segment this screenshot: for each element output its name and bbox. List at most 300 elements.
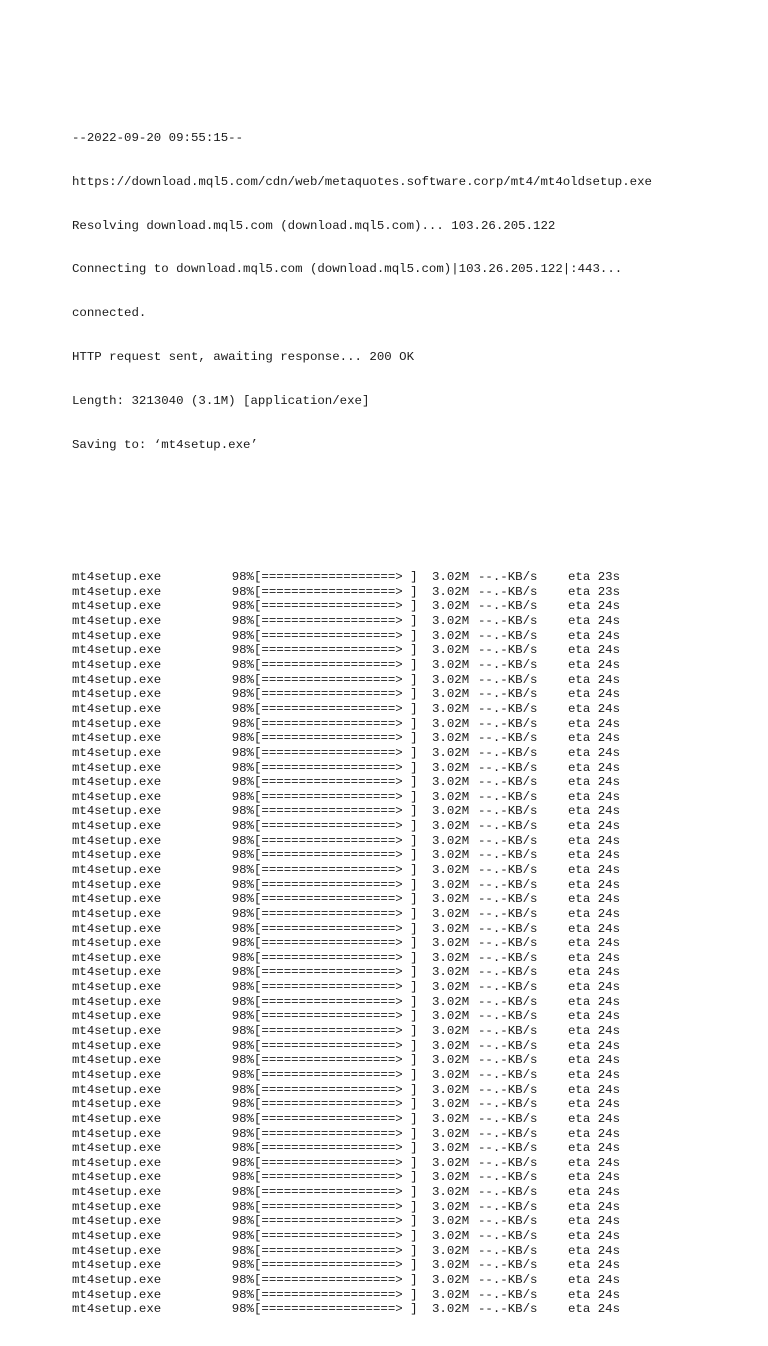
progress-percent: 98% [231,1170,254,1185]
progress-speed: --.-KB/s [478,1067,538,1082]
progress-filename: mt4setup.exe [72,862,162,877]
progress-speed: --.-KB/s [478,775,538,790]
progress-bar-text: [==================> ] [254,1243,418,1258]
progress-eta: eta 24s [568,892,621,907]
progress-size: 3.02M [432,1082,470,1097]
progress-filename: mt4setup.exe [72,1272,162,1287]
progress-filename: mt4setup.exe [72,1141,162,1156]
progress-row [72,804,652,819]
progress-filename: mt4setup.exe [72,1038,162,1053]
progress-filename: mt4setup.exe [72,877,162,892]
progress-speed: --.-KB/s [478,1287,538,1302]
progress-percent: 98% [231,980,254,995]
progress-bar-text: [==================> ] [254,716,418,731]
progress-size: 3.02M [432,1229,470,1243]
progress-speed: --.-KB/s [478,614,538,629]
progress-eta: eta 24s [568,1155,621,1170]
progress-size: 3.02M [432,950,470,965]
progress-row [72,643,652,658]
progress-percent: 98% [231,1082,254,1097]
progress-eta: eta 24s [568,628,621,643]
progress-size: 3.02M [432,658,470,673]
progress-bar-text: [==================> ] [254,921,418,936]
progress-speed: --.-KB/s [478,570,538,585]
progress-filename: mt4setup.exe [72,775,162,790]
progress-speed: --.-KB/s [478,701,538,716]
progress-percent: 98% [231,1229,254,1243]
progress-bar-text: [==================> ] [254,950,418,965]
progress-row [72,585,652,600]
progress-eta: eta 24s [568,789,621,804]
progress-row [72,1053,652,1068]
progress-bar-text: [==================> ] [254,1214,418,1229]
progress-eta: eta 24s [568,1024,621,1039]
progress-row [72,922,652,937]
progress-size: 3.02M [432,1155,470,1170]
progress-row [72,761,652,776]
progress-bar-text: [==================> ] [254,1067,418,1082]
progress-filename: mt4setup.exe [72,1243,162,1258]
progress-bar-text: [==================> ] [254,994,418,1009]
progress-eta: eta 24s [568,1214,621,1229]
progress-eta: eta 24s [568,877,621,892]
progress-filename: mt4setup.exe [72,789,162,804]
progress-speed: --.-KB/s [478,1302,538,1317]
progress-row [72,746,652,761]
progress-speed: --.-KB/s [478,1038,538,1053]
progress-percent: 98% [231,965,254,980]
progress-size: 3.02M [432,994,470,1009]
progress-size: 3.02M [432,745,470,760]
progress-percent: 98% [231,1024,254,1039]
progress-row [72,980,652,995]
progress-speed: --.-KB/s [478,1272,538,1287]
progress-eta: eta 24s [568,1082,621,1097]
progress-row [72,965,652,980]
progress-row [72,892,652,907]
progress-speed: --.-KB/s [478,862,538,877]
progress-row [72,731,652,746]
progress-speed: --.-KB/s [478,1199,538,1214]
progress-size: 3.02M [432,599,470,614]
progress-bar-text: [==================> ] [254,1009,418,1024]
progress-size: 3.02M [432,731,470,746]
progress-speed: --.-KB/s [478,789,538,804]
progress-size: 3.02M [432,1214,470,1229]
progress-percent: 98% [231,658,254,673]
progress-size: 3.02M [432,1243,470,1258]
progress-percent: 98% [231,687,254,702]
progress-filename: mt4setup.exe [72,980,162,995]
progress-size: 3.02M [432,775,470,790]
progress-row [72,775,652,790]
log-saving-line: Saving to: ‘mt4setup.exe’ [72,438,258,453]
progress-bar-text: [==================> ] [254,1199,418,1214]
progress-percent: 98% [231,672,254,687]
progress-eta: eta 24s [568,1141,621,1156]
progress-eta: eta 24s [568,760,621,775]
progress-row [72,1229,652,1244]
progress-percent: 98% [231,1126,254,1141]
progress-row [72,1288,652,1303]
progress-eta: eta 24s [568,906,621,921]
progress-row [72,629,652,644]
progress-eta: eta 24s [568,1038,621,1053]
progress-bar-text: [==================> ] [254,1141,418,1156]
progress-filename: mt4setup.exe [72,1126,162,1141]
progress-row [72,819,652,834]
progress-filename: mt4setup.exe [72,701,162,716]
progress-percent: 98% [231,1038,254,1053]
progress-row [72,1039,652,1054]
progress-percent: 98% [231,1287,254,1302]
progress-percent: 98% [231,1141,254,1156]
progress-row [72,1068,652,1083]
progress-speed: --.-KB/s [478,833,538,848]
progress-size: 3.02M [432,789,470,804]
progress-percent: 98% [231,1155,254,1170]
progress-size: 3.02M [432,1024,470,1039]
progress-row [72,863,652,878]
progress-bar-text: [==================> ] [254,1038,418,1053]
progress-percent: 98% [231,599,254,614]
progress-eta: eta 24s [568,965,621,980]
progress-size: 3.02M [432,980,470,995]
progress-bar-text: [==================> ] [254,1258,418,1273]
progress-filename: mt4setup.exe [72,1229,162,1243]
progress-size: 3.02M [432,1097,470,1112]
log-spacer [72,512,652,541]
progress-filename: mt4setup.exe [72,614,162,629]
progress-bar-text: [==================> ] [254,1302,418,1317]
progress-speed: --.-KB/s [478,584,538,599]
progress-size: 3.02M [432,760,470,775]
progress-eta: eta 24s [568,1185,621,1200]
progress-percent: 98% [231,936,254,951]
progress-row [72,1127,652,1142]
progress-bar-text: [==================> ] [254,1155,418,1170]
progress-bar-text: [==================> ] [254,965,418,980]
progress-bar-text: [==================> ] [254,1272,418,1287]
progress-filename: mt4setup.exe [72,1111,162,1126]
progress-speed: --.-KB/s [478,936,538,951]
progress-speed: --.-KB/s [478,643,538,658]
progress-row [72,1200,652,1215]
progress-bar-text: [==================> ] [254,892,418,907]
progress-percent: 98% [231,643,254,658]
progress-eta: eta 24s [568,804,621,819]
progress-row [72,1156,652,1171]
progress-speed: --.-KB/s [478,1243,538,1258]
progress-filename: mt4setup.exe [72,1185,162,1200]
progress-filename: mt4setup.exe [72,643,162,658]
progress-bar-text: [==================> ] [254,1097,418,1112]
progress-filename: mt4setup.exe [72,994,162,1009]
progress-list [72,570,652,1317]
progress-size: 3.02M [432,1038,470,1053]
progress-eta: eta 24s [568,1272,621,1287]
progress-size: 3.02M [432,1053,470,1068]
progress-eta: eta 24s [568,1199,621,1214]
progress-filename: mt4setup.exe [72,599,162,614]
progress-speed: --.-KB/s [478,672,538,687]
log-connecting-line: Connecting to download.mql5.com (download.mql5.com)|103.26.205.122|:443... [72,262,623,277]
log-resolving-line: Resolving download.mql5.com (download.mql5.com)... 103.26.205.122 [72,218,556,233]
progress-speed: --.-KB/s [478,1170,538,1185]
progress-speed: --.-KB/s [478,965,538,980]
progress-eta: eta 24s [568,1302,621,1317]
progress-percent: 98% [231,1243,254,1258]
progress-row [72,717,652,732]
progress-percent: 98% [231,1214,254,1229]
progress-size: 3.02M [432,1287,470,1302]
progress-speed: --.-KB/s [478,906,538,921]
progress-size: 3.02M [432,1258,470,1273]
wget-log [72,72,652,1346]
progress-eta: eta 24s [568,1053,621,1068]
progress-speed: --.-KB/s [478,921,538,936]
progress-percent: 98% [231,819,254,834]
log-connected-line: connected. [72,306,147,321]
progress-speed: --.-KB/s [478,658,538,673]
progress-speed: --.-KB/s [478,716,538,731]
progress-bar-text: [==================> ] [254,1126,418,1141]
progress-filename: mt4setup.exe [72,950,162,965]
progress-speed: --.-KB/s [478,1258,538,1273]
progress-filename: mt4setup.exe [72,1053,162,1068]
progress-percent: 98% [231,1185,254,1200]
progress-row [72,599,652,614]
progress-percent: 98% [231,584,254,599]
progress-percent: 98% [231,1067,254,1082]
progress-percent: 98% [231,1302,254,1317]
progress-bar-text: [==================> ] [254,584,418,599]
progress-filename: mt4setup.exe [72,1214,162,1229]
progress-filename: mt4setup.exe [72,892,162,907]
progress-speed: --.-KB/s [478,819,538,834]
progress-bar-text: [==================> ] [254,1053,418,1068]
progress-size: 3.02M [432,628,470,643]
progress-eta: eta 24s [568,819,621,834]
progress-eta: eta 24s [568,643,621,658]
progress-eta: eta 24s [568,1111,621,1126]
progress-size: 3.02M [432,848,470,863]
progress-speed: --.-KB/s [478,628,538,643]
progress-filename: mt4setup.exe [72,1170,162,1185]
progress-size: 3.02M [432,687,470,702]
progress-size: 3.02M [432,906,470,921]
progress-size: 3.02M [432,1185,470,1200]
progress-bar-text: [==================> ] [254,980,418,995]
progress-size: 3.02M [432,877,470,892]
progress-speed: --.-KB/s [478,950,538,965]
progress-row [72,1170,652,1185]
progress-speed: --.-KB/s [478,1141,538,1156]
progress-eta: eta 24s [568,980,621,995]
progress-row [72,1097,652,1112]
progress-row [72,614,652,629]
progress-percent: 98% [231,877,254,892]
progress-speed: --.-KB/s [478,1024,538,1039]
progress-filename: mt4setup.exe [72,658,162,673]
progress-size: 3.02M [432,1141,470,1156]
progress-bar-text: [==================> ] [254,1287,418,1302]
progress-percent: 98% [231,1199,254,1214]
progress-bar-text: [==================> ] [254,1082,418,1097]
progress-percent: 98% [231,731,254,746]
progress-bar-text: [==================> ] [254,804,418,819]
progress-speed: --.-KB/s [478,1053,538,1068]
progress-row [72,951,652,966]
progress-filename: mt4setup.exe [72,745,162,760]
progress-eta: eta 24s [568,745,621,760]
progress-speed: --.-KB/s [478,1097,538,1112]
log-http-status-line: HTTP request sent, awaiting response... 200 OK [72,350,415,365]
progress-bar-text: [==================> ] [254,1229,418,1243]
progress-filename: mt4setup.exe [72,1287,162,1302]
progress-speed: --.-KB/s [478,745,538,760]
progress-speed: --.-KB/s [478,1126,538,1141]
progress-speed: --.-KB/s [478,980,538,995]
progress-percent: 98% [231,760,254,775]
progress-row [72,834,652,849]
progress-row [72,790,652,805]
progress-row [72,702,652,717]
progress-speed: --.-KB/s [478,892,538,907]
progress-row [72,936,652,951]
progress-size: 3.02M [432,1272,470,1287]
progress-speed: --.-KB/s [478,848,538,863]
progress-filename: mt4setup.exe [72,804,162,819]
progress-row [72,848,652,863]
progress-bar-text: [==================> ] [254,687,418,702]
progress-filename: mt4setup.exe [72,921,162,936]
progress-bar-text: [==================> ] [254,936,418,951]
progress-eta: eta 24s [568,921,621,936]
progress-bar-text: [==================> ] [254,658,418,673]
progress-row [72,1009,652,1024]
progress-bar-text: [==================> ] [254,906,418,921]
progress-percent: 98% [231,775,254,790]
progress-row [72,1024,652,1039]
progress-bar-text: [==================> ] [254,701,418,716]
progress-percent: 98% [231,1097,254,1112]
progress-filename: mt4setup.exe [72,731,162,746]
progress-size: 3.02M [432,804,470,819]
progress-eta: eta 24s [568,1229,621,1243]
progress-eta: eta 24s [568,716,621,731]
progress-percent: 98% [231,892,254,907]
progress-speed: --.-KB/s [478,994,538,1009]
progress-bar-text: [==================> ] [254,760,418,775]
progress-eta: eta 24s [568,1287,621,1302]
progress-bar-text: [==================> ] [254,672,418,687]
progress-percent: 98% [231,716,254,731]
progress-filename: mt4setup.exe [72,848,162,863]
progress-bar-text: [==================> ] [254,570,418,585]
progress-percent: 98% [231,1053,254,1068]
progress-size: 3.02M [432,614,470,629]
progress-size: 3.02M [432,1067,470,1082]
progress-row [72,1112,652,1127]
progress-bar-text: [==================> ] [254,599,418,614]
progress-filename: mt4setup.exe [72,1009,162,1024]
progress-percent: 98% [231,906,254,921]
progress-bar-text: [==================> ] [254,614,418,629]
progress-percent: 98% [231,1258,254,1273]
progress-eta: eta 24s [568,1170,621,1185]
progress-bar-text: [==================> ] [254,1111,418,1126]
progress-eta: eta 24s [568,775,621,790]
log-url-line: https://download.mql5.com/cdn/web/metaquotes.software.corp/mt4/mt4oldsetup.exe [72,174,652,189]
progress-speed: --.-KB/s [478,687,538,702]
progress-speed: --.-KB/s [478,1214,538,1229]
progress-eta: eta 24s [568,1009,621,1024]
progress-eta: eta 23s [568,584,621,599]
progress-percent: 98% [231,1272,254,1287]
progress-size: 3.02M [432,892,470,907]
progress-row [72,1185,652,1200]
progress-bar-text: [==================> ] [254,745,418,760]
progress-eta: eta 24s [568,848,621,863]
progress-filename: mt4setup.exe [72,1024,162,1039]
progress-size: 3.02M [432,936,470,951]
progress-speed: --.-KB/s [478,877,538,892]
progress-size: 3.02M [432,1170,470,1185]
progress-filename: mt4setup.exe [72,570,162,585]
progress-row [72,1244,652,1259]
progress-eta: eta 24s [568,599,621,614]
progress-size: 3.02M [432,1126,470,1141]
progress-row [72,907,652,922]
progress-filename: mt4setup.exe [72,760,162,775]
progress-eta: eta 24s [568,994,621,1009]
progress-bar-text: [==================> ] [254,833,418,848]
progress-percent: 98% [231,1009,254,1024]
progress-percent: 98% [231,994,254,1009]
progress-filename: mt4setup.exe [72,687,162,702]
progress-size: 3.02M [432,1111,470,1126]
progress-bar-text: [==================> ] [254,819,418,834]
progress-size: 3.02M [432,643,470,658]
progress-filename: mt4setup.exe [72,833,162,848]
progress-size: 3.02M [432,1302,470,1317]
progress-bar-text: [==================> ] [254,789,418,804]
progress-size: 3.02M [432,570,470,585]
progress-size: 3.02M [432,965,470,980]
progress-filename: mt4setup.exe [72,819,162,834]
progress-bar-text: [==================> ] [254,877,418,892]
progress-row [72,878,652,893]
progress-size: 3.02M [432,701,470,716]
log-length-line: Length: 3213040 (3.1M) [application/exe] [72,394,370,409]
progress-row [72,658,652,673]
progress-bar-text: [==================> ] [254,1185,418,1200]
progress-filename: mt4setup.exe [72,1155,162,1170]
progress-size: 3.02M [432,672,470,687]
progress-speed: --.-KB/s [478,731,538,746]
progress-size: 3.02M [432,584,470,599]
progress-filename: mt4setup.exe [72,584,162,599]
progress-percent: 98% [231,862,254,877]
progress-eta: eta 24s [568,687,621,702]
progress-row [72,995,652,1010]
progress-row [72,570,652,585]
progress-filename: mt4setup.exe [72,965,162,980]
progress-filename: mt4setup.exe [72,1258,162,1273]
progress-filename: mt4setup.exe [72,1097,162,1112]
progress-bar-text: [==================> ] [254,775,418,790]
